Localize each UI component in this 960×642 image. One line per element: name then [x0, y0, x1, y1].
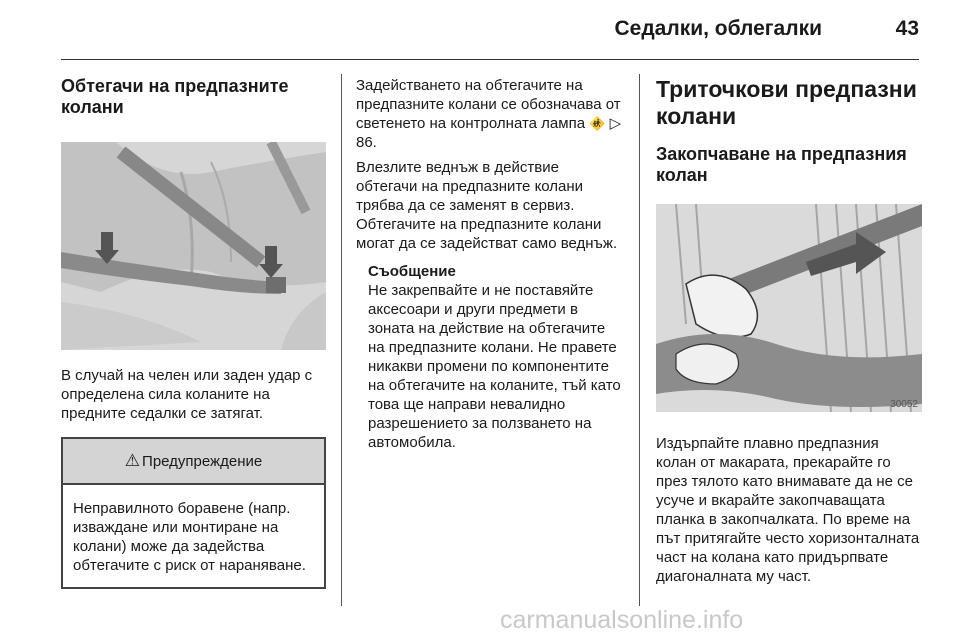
fastening-description: Издърпайте плавно предпазния колан от макарата, прекарайте го през тялото като внимавате да не се усуче и вкарайте закопчаващата планка в закопчалката. По време на път притягайте често хоризонталната част на колана като придърпвате диагоналната му част.: [656, 435, 920, 585]
subheading-fastening: Закопчаване на предпазния колан: [656, 144, 907, 185]
note-text: Не закрепвайте и не поставяйте аксесоари и други предмети в зоната на действие на обтегачите на предпазните колани. Не правете никакви промени по компонентите на обтегачите на коланите, тъй като това ще направи невалидно разрешението за ползването на автомобила.: [368, 282, 621, 451]
activation-page-reference: 86.: [356, 134, 377, 151]
middle-column: [356, 76, 624, 452]
activation-text: Задействането на обтегачите на предпазните колани се обозначава от светенето на контролната лампа: [356, 77, 621, 132]
warning-icon: ⚠: [124, 451, 141, 470]
warning-header: [63, 439, 324, 485]
figure-number: 30052: [890, 399, 918, 410]
seatbelt-pretensioner-figure: [61, 142, 326, 350]
warning-title: Предупреждение: [142, 452, 263, 470]
section-heading-three-point-belts: Триточкови предпазни колани: [656, 76, 917, 129]
activation-paragraph: [356, 76, 624, 152]
header-title: Седалки, облегалки: [614, 17, 822, 40]
column-divider: [639, 74, 640, 606]
pretensioner-description: В случай на челен или заден удар с определена сила коланите на предните седалки се затягат.: [61, 367, 313, 422]
page-reference-arrow-icon: ▷: [609, 115, 622, 132]
replacement-paragraph: Влезлите веднъж в действие обтегачи на предпазните колани трябва да се заменят в сервиз. Обтегачите на предпазните колани могат да се задействат само веднъж.: [356, 159, 618, 252]
section-heading-pretensioners: Обтегачи на предпазните колани: [61, 76, 289, 117]
header-rule: [61, 59, 919, 60]
column-divider: [341, 74, 342, 606]
note-box: [356, 262, 624, 452]
warning-body: [63, 485, 324, 587]
fastening-illustration: [656, 204, 922, 412]
warning-box: [61, 437, 326, 589]
note-title: Съобщение: [368, 263, 456, 280]
fastening-belt-figure: [656, 204, 922, 412]
right-column: [656, 76, 922, 586]
pretensioner-illustration: [61, 142, 326, 350]
warning-text: Неправилното боравене (напр. изваждане или монтиране на колани) може да задейства обтегачите с риск от нараняване.: [73, 500, 306, 574]
left-column: [61, 76, 326, 589]
page-number: 43: [895, 17, 919, 40]
watermark: carmanualsonline.info: [500, 606, 744, 634]
seatbelt-warning-lamp-icon: 🚸: [589, 116, 606, 131]
